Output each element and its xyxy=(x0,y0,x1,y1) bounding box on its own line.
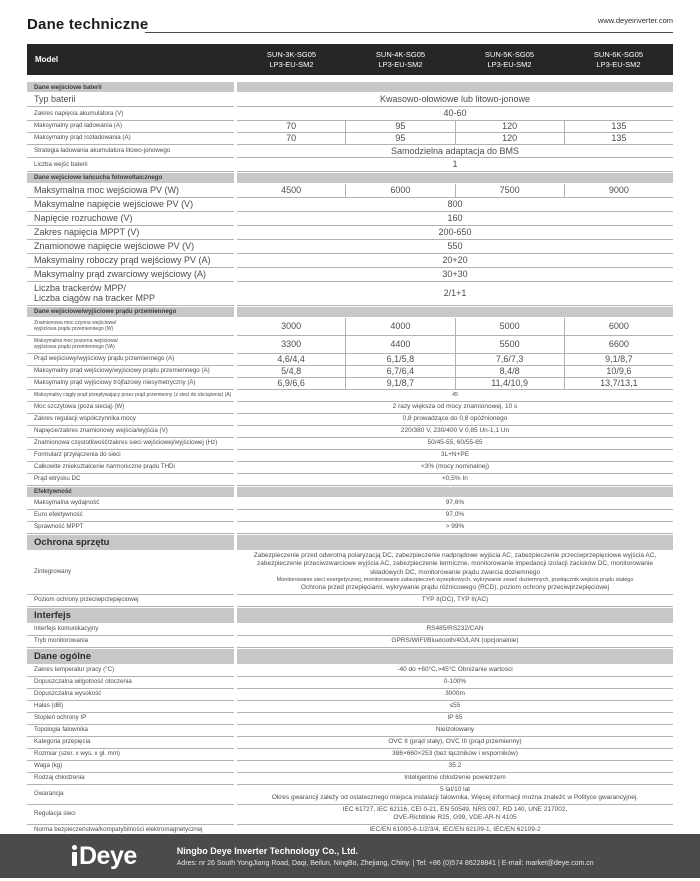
row-values xyxy=(237,268,673,282)
section-title: Dane wejściowe/wyjściowe prądu przemiennego xyxy=(27,307,234,317)
row-values xyxy=(237,665,673,677)
row-label: Maksymalna moc wejściowa PV (W) xyxy=(27,184,234,198)
row-values xyxy=(237,336,673,354)
row-values xyxy=(237,354,673,366)
model-column xyxy=(564,44,673,75)
spec-value: TYP II(DC), TYP II(AC) xyxy=(421,595,489,603)
section-title: Dane wejściowe łańcucha fotowoltaicznego xyxy=(27,173,234,183)
row-values xyxy=(237,93,673,107)
datasheet-page xyxy=(0,12,700,870)
section-header xyxy=(27,649,673,664)
spec-value: Nieizolowany xyxy=(435,725,475,733)
row-label: Regulacja sieci xyxy=(27,805,234,825)
table-row xyxy=(27,624,673,636)
model-variant: LP3-EU-SM2 xyxy=(269,59,314,69)
section-title: Interfejs xyxy=(27,608,234,623)
spec-value: Inteligentne chłodzenie powietrzem xyxy=(404,773,506,781)
row-label: Interfejs komunikacyjny xyxy=(27,624,234,636)
table-row xyxy=(27,390,673,402)
spec-value: 10/9,6 xyxy=(564,366,673,377)
section-band xyxy=(237,82,673,92)
row-label: Rozmiar (szer. x wys. x gł. mm) xyxy=(27,749,234,761)
model-variant: LP3-EU-SM2 xyxy=(487,59,532,69)
row-values xyxy=(237,805,673,825)
row-label: Formularz przyłączenia do sieci xyxy=(27,450,234,462)
row-values xyxy=(237,510,673,522)
website-url: www.deyeinverter.com xyxy=(597,16,673,25)
row-label: Znamionowe napięcie wejściowe PV (V) xyxy=(27,240,234,254)
row-label: Norma bezpieczeństwa/kompatybilności elektromagnetycznej xyxy=(27,825,234,837)
row-label: Prąd wejściowy/wyjściowy prądu przemiennego (A) xyxy=(27,354,234,366)
row-label xyxy=(27,336,234,354)
row-values xyxy=(237,522,673,534)
row-values xyxy=(237,366,673,378)
spec-value: 45 xyxy=(451,391,459,398)
footer-company: Ningbo Deye Inverter Technology Co., Ltd. xyxy=(176,845,359,856)
row-label: Maksymalny prąd rozładowania (A) xyxy=(27,133,234,145)
table-row xyxy=(27,725,673,737)
spec-value: 40-60 xyxy=(443,108,467,118)
row-values xyxy=(237,318,673,336)
spec-value: 11,4/10,9 xyxy=(455,378,564,389)
row-label: Maksymalne napięcie wejściowe PV (V) xyxy=(27,198,234,212)
row-label: Stopień ochrony IP xyxy=(27,713,234,725)
row-values xyxy=(237,725,673,737)
spec-value: 5500 xyxy=(455,336,564,353)
spec-value: 3300 xyxy=(281,338,302,349)
footer-text-block xyxy=(177,846,594,867)
table-row xyxy=(27,158,673,172)
model-name: SUN-4K-SG05 xyxy=(375,50,426,59)
row-values xyxy=(237,133,673,145)
row-values xyxy=(237,701,673,713)
spec-value: 20+20 xyxy=(442,254,468,265)
spec-value: 9,1/8,7 xyxy=(345,378,454,389)
spec-value: 200-650 xyxy=(438,226,472,237)
row-label: Poziom ochrony przeciwprzepięciowej xyxy=(27,595,234,607)
spec-value: 120 xyxy=(455,121,564,132)
row-values xyxy=(237,773,673,785)
row-values xyxy=(237,749,673,761)
table-row xyxy=(27,450,673,462)
row-label: Całkowite zniekształcenie harmoniczne prądu THDi xyxy=(27,462,234,474)
spec-value-line: IEC 61727, IEC 62116, CEI 0-21, EN 50549, NRS 097, RD 140, UNE 217002, xyxy=(342,805,568,813)
row-label-line: Liczba trackerów MPP/ xyxy=(34,282,127,293)
row-label: Dopuszczalna wilgotność otoczenia xyxy=(27,677,234,689)
row-values xyxy=(237,462,673,474)
row-values xyxy=(237,713,673,725)
spec-value: 70 xyxy=(286,132,297,143)
spec-value: 9,1/8,7 xyxy=(564,354,673,365)
row-values xyxy=(237,121,673,133)
table-row xyxy=(27,402,673,414)
row-label: Gwarancja xyxy=(27,785,234,805)
spec-value: 0-100% xyxy=(443,677,467,685)
table-row xyxy=(27,145,673,159)
table-row xyxy=(27,212,673,226)
row-values xyxy=(237,785,673,805)
row-label: Maksymalny prąd ładowania (A) xyxy=(27,121,234,133)
row-label: Sprawność MPPT xyxy=(27,522,234,534)
row-values xyxy=(237,145,673,159)
spec-value: 220/380 V, 230/400 V 0,85 Un-1,1 Un xyxy=(400,426,510,434)
row-label-line: Maksymalna moc pozorna wejściowa/ xyxy=(34,338,118,344)
row-values xyxy=(237,737,673,749)
row-values xyxy=(237,254,673,268)
row-label: Maksymalny prąd wejściowy/wyjściowy prądu przemiennego (A) xyxy=(27,366,234,378)
row-values xyxy=(237,624,673,636)
spec-value: 7,6/7,3 xyxy=(455,354,564,365)
row-label: Hałas (dB) xyxy=(27,701,234,713)
spec-value-line: OVE-Richtlinie R25, G99, VDE-AR-N 4105 xyxy=(393,814,517,821)
table-row xyxy=(27,378,673,390)
table-row xyxy=(27,282,673,306)
table-row xyxy=(27,595,673,607)
model-header-row xyxy=(27,44,673,75)
model-variant: LP3-EU-SM2 xyxy=(378,59,423,69)
page-header xyxy=(27,12,673,38)
row-values xyxy=(237,677,673,689)
table-row xyxy=(27,268,673,282)
section-header xyxy=(27,307,673,317)
spec-value: 13,7/13,1 xyxy=(564,378,673,389)
spec-value: 70 xyxy=(286,120,297,131)
spec-value: 160 xyxy=(447,212,463,223)
section-band xyxy=(237,535,673,550)
spec-table xyxy=(27,82,673,837)
spec-value: 550 xyxy=(447,240,463,251)
row-label: Napięcie/zakres znamionowy wejścia/wyjścia (V) xyxy=(27,426,234,438)
row-label: Zintegrowany xyxy=(27,551,234,595)
row-values xyxy=(237,636,673,648)
spec-value-line: Okres gwarancji zależy od ostatecznego miejsca instalacji falownika. Więcej informacji można znaleźć w Polityce gwarancyjnej. xyxy=(271,794,639,801)
table-row xyxy=(27,665,673,677)
row-values xyxy=(237,402,673,414)
row-values xyxy=(237,595,673,607)
row-label: Maksymalna wydajność xyxy=(27,498,234,510)
spec-value-line: Ochrona przed przepięciami, wykrywanie prądu różnicowego (RCD), poziom ochrony przeciwprzepięciowej xyxy=(300,584,610,591)
logo-dot-icon xyxy=(72,852,77,866)
row-values xyxy=(237,390,673,402)
table-row xyxy=(27,414,673,426)
table-row xyxy=(27,438,673,450)
row-label: Maksymalny prąd zwarciowy wejściowy (A) xyxy=(27,268,234,282)
spec-value: <0,5% In xyxy=(442,474,468,482)
table-row xyxy=(27,713,673,725)
footer-address: Adres: nr 26 South YongJiang Road, Daqi, Beilun, NingBo, Zhejiang, Chiny. | Tel: +86 (0)574 86228841 | E-mail: market@deye.com.cn xyxy=(176,859,594,867)
spec-value: -40 do +60°C,>45°C Obniżanie wartości xyxy=(397,665,513,673)
spec-value: GPRS/WIFI/Bluetooth/4G/LAN (opcjonalnie) xyxy=(391,636,519,644)
model-name: SUN-5K-SG05 xyxy=(484,50,535,59)
section-title: Dane wejściowe baterii xyxy=(27,82,234,92)
spec-value: 3000m xyxy=(445,689,465,697)
row-label xyxy=(27,282,234,306)
spec-value: 3000 xyxy=(281,320,302,331)
table-row xyxy=(27,318,673,336)
row-label: Liczba wejść baterii xyxy=(27,158,234,172)
row-values xyxy=(237,378,673,390)
table-row xyxy=(27,107,673,121)
spec-value: 30+30 xyxy=(442,268,468,279)
spec-value: 50/45-55, 60/55-65 xyxy=(427,438,483,446)
table-row xyxy=(27,240,673,254)
spec-value: 1 xyxy=(452,159,458,169)
row-label: Znamionowa częstotliwość/zakres sieci wejściowej/wyjściowej (Hz) xyxy=(27,438,234,450)
table-row xyxy=(27,510,673,522)
row-label-line: wyjściowa prądu przemiennego (W) xyxy=(34,326,114,332)
spec-value: 5000 xyxy=(455,318,564,335)
table-row xyxy=(27,198,673,212)
row-label: Tryb monitorowania xyxy=(27,636,234,648)
table-row xyxy=(27,498,673,510)
row-values xyxy=(237,498,673,510)
row-label: Waga (kg) xyxy=(27,761,234,773)
row-label-line: Liczba ciągów na tracker MPP xyxy=(34,293,156,303)
row-label: Maksymalny ciągły prąd przepływający przez prąd przemienny (z sieci do obciążenia) (A) xyxy=(27,390,234,402)
table-row xyxy=(27,636,673,648)
row-label: Maksymalny prąd wyjściowy trójfazowy niesymetryczny (A) xyxy=(27,378,234,390)
spec-value: 4400 xyxy=(345,336,454,353)
spec-value: 135 xyxy=(564,133,673,144)
row-values xyxy=(237,551,673,595)
spec-value-line: 5 lat/10 lat xyxy=(440,785,470,793)
row-label: Kategoria przepięcia xyxy=(27,737,234,749)
table-row xyxy=(27,254,673,268)
page-title: Dane techniczne xyxy=(27,16,149,33)
table-row xyxy=(27,226,673,240)
row-label-line: wyjściowa prądu przemiennego (VA) xyxy=(34,344,115,350)
row-label: Rodzaj chłodzenia xyxy=(27,773,234,785)
table-row xyxy=(27,701,673,713)
spec-value: 3L+N+PE xyxy=(440,450,470,458)
table-row xyxy=(27,761,673,773)
spec-value: 386×660×253 (bez łączników i wsporników) xyxy=(392,749,518,757)
spec-value: Samodzielna adaptacja do BMS xyxy=(390,145,520,156)
table-row xyxy=(27,805,673,825)
row-label: Zakres napięcia MPPT (V) xyxy=(27,226,234,240)
section-title: Ochrona sprzętu xyxy=(27,535,234,550)
table-row xyxy=(27,133,673,145)
spec-value: 6,7/6,4 xyxy=(345,366,454,377)
row-values xyxy=(237,240,673,254)
spec-value: RS485/RS232/CAN xyxy=(426,624,484,632)
row-values xyxy=(237,158,673,172)
model-variant: LP3-EU-SM2 xyxy=(596,59,641,69)
row-label: Napięcie rozruchowe (V) xyxy=(27,212,234,226)
table-row xyxy=(27,773,673,785)
model-column xyxy=(346,44,455,75)
row-values xyxy=(237,689,673,701)
logo-text: Deye xyxy=(79,842,137,870)
row-label: Zakres regulacji współczynnika mocy xyxy=(27,414,234,426)
row-values xyxy=(237,438,673,450)
spec-value: 9000 xyxy=(564,184,673,197)
row-label: Moc szczytowa (poza siecią) (W) xyxy=(27,402,234,414)
row-label: Euro efektywność xyxy=(27,510,234,522)
section-band xyxy=(237,173,673,183)
spec-value: <3% (mocy nominalnej) xyxy=(420,462,490,470)
section-header xyxy=(27,535,673,550)
row-label: Typ baterii xyxy=(27,93,234,107)
section-header xyxy=(27,82,673,92)
table-row xyxy=(27,677,673,689)
spec-value: 135 xyxy=(564,121,673,132)
section-band xyxy=(237,649,673,664)
deye-logo xyxy=(72,842,137,870)
spec-value: 95 xyxy=(345,133,454,144)
spec-value: Kwasowo-ołowiowe lub litowo-jonowe xyxy=(379,94,531,105)
spec-value: 35.2 xyxy=(448,761,462,769)
spec-value: 97,0% xyxy=(445,510,465,518)
table-row xyxy=(27,366,673,378)
spec-value: 2/1+1 xyxy=(443,287,467,298)
model-column xyxy=(237,44,346,75)
row-label xyxy=(27,318,234,336)
row-label: Maksymalny roboczy prąd wejściowy PV (A) xyxy=(27,254,234,268)
section-header xyxy=(27,487,673,497)
row-label: Zakres napięcia akumulatora (V) xyxy=(27,107,234,121)
row-values xyxy=(237,198,673,212)
spec-value: OVC II (prąd stały), OVC III (prąd przemienny) xyxy=(388,737,522,745)
row-values xyxy=(237,282,673,306)
section-header xyxy=(27,608,673,623)
section-title: Efektywność xyxy=(27,487,234,497)
spec-value: IEC/EN 61000-6-1/2/3/4, IEC/EN 62109-1, IEC/EN 62109-2 xyxy=(369,825,541,833)
row-label: Topologia falownika xyxy=(27,725,234,737)
model-name: SUN-6K-SG05 xyxy=(593,50,644,59)
row-values xyxy=(237,450,673,462)
model-header-label: Model xyxy=(35,55,59,64)
row-label-line: Znamionowa moc czynna wejściowa/ xyxy=(34,320,117,326)
spec-value: 4500 xyxy=(281,184,302,195)
spec-value: 7500 xyxy=(455,184,564,197)
table-row xyxy=(27,785,673,805)
spec-value: 6,9/6,6 xyxy=(277,377,305,388)
row-values xyxy=(237,107,673,121)
spec-value: 120 xyxy=(455,133,564,144)
section-title: Dane ogólne xyxy=(27,649,234,664)
row-values xyxy=(237,761,673,773)
row-label: Prąd wtrysku DC xyxy=(27,474,234,486)
row-values xyxy=(237,226,673,240)
spec-value: 0,8 prowadzące do 0,8 opóźnionego xyxy=(402,414,508,422)
spec-value: 4000 xyxy=(345,318,454,335)
row-values xyxy=(237,474,673,486)
table-row xyxy=(27,336,673,354)
row-values xyxy=(237,184,673,198)
spec-value: 800 xyxy=(447,198,463,209)
row-values xyxy=(237,212,673,226)
spec-value: IP 65 xyxy=(447,713,463,721)
table-row xyxy=(27,184,673,198)
table-row xyxy=(27,121,673,133)
footer xyxy=(0,834,700,878)
spec-value: 2 razy większa od mocy znamionowej, 10 s xyxy=(392,402,518,410)
table-row xyxy=(27,474,673,486)
table-row xyxy=(27,551,673,595)
spec-value-line: Monitorowanie sieci energetycznej, monitorowanie zabezpieczeń wysepkowych, wykrywanie zwarć doziemnych, przełącznik wejścia prądu stałego xyxy=(276,577,634,583)
section-band xyxy=(237,307,673,317)
spec-value: 6000 xyxy=(564,318,673,335)
spec-value: > 99% xyxy=(445,522,465,530)
table-row xyxy=(27,426,673,438)
table-row xyxy=(27,522,673,534)
row-values xyxy=(237,426,673,438)
model-column xyxy=(455,44,564,75)
spec-value: 6,1/5,8 xyxy=(345,354,454,365)
table-row xyxy=(27,93,673,107)
model-name: SUN-3K-SG05 xyxy=(266,50,317,59)
section-header xyxy=(27,173,673,183)
spec-value: 6600 xyxy=(564,336,673,353)
spec-value-line: Zabezpieczenie przed odwrotną polaryzacją DC, zabezpieczenie nadprądowe wyjścia AC, zabezpieczenie przeciwprzepięciowe wyjścia AC, zabezpieczenie przeciwzwarciowe wyjścia AC, zabezpieczenie termiczne, monitorowanie impedancji izolacji zacisków DC, monitorowanie składowych DC, monitorowanie prądu zwarcia doziemnego xyxy=(253,551,657,576)
section-band xyxy=(237,487,673,497)
spec-value: 5/4,8 xyxy=(281,365,302,376)
row-label: Dopuszczalna wysokość xyxy=(27,689,234,701)
table-row xyxy=(27,462,673,474)
table-row xyxy=(27,354,673,366)
row-label: Zakres temperatur pracy (°C) xyxy=(27,665,234,677)
table-row xyxy=(27,689,673,701)
spec-value: 4,6/4,4 xyxy=(277,353,305,364)
spec-value: ≤55 xyxy=(449,701,461,709)
table-row xyxy=(27,737,673,749)
row-label: Strategia ładowania akumulatora litowo-jonowego xyxy=(27,145,234,159)
spec-value: 97,6% xyxy=(445,498,465,506)
row-values xyxy=(237,414,673,426)
section-band xyxy=(237,608,673,623)
title-rule xyxy=(145,32,673,33)
spec-value: 6000 xyxy=(345,184,454,197)
table-row xyxy=(27,749,673,761)
spec-value: 95 xyxy=(345,121,454,132)
spec-value: 8,4/8 xyxy=(455,366,564,377)
